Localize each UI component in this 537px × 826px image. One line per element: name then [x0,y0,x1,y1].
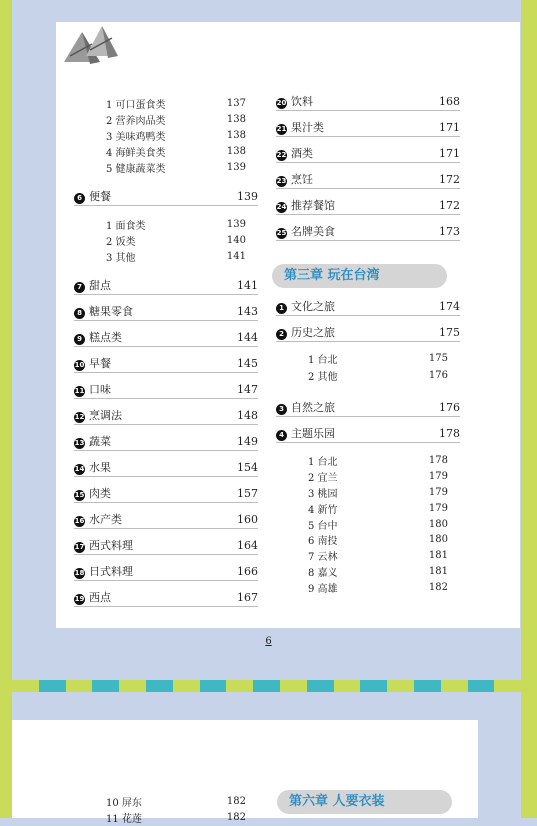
number-badge: 22 [276,151,287,159]
toc-entry [74,432,258,451]
toc-entry [74,562,258,581]
toc-entry-label [74,303,218,319]
number-badge: 4 [276,430,287,441]
toc-entry-text: 11 花莲 [106,813,142,825]
toc-page-number: 173 [439,224,460,238]
toc-page-number: 178 [439,426,460,440]
number-badge: 9 [74,334,85,345]
left-rail [0,0,12,818]
toc-entry-label [308,580,408,595]
toc-entry-label [308,469,408,484]
toc-entry [276,196,460,215]
toc-entry-label [74,589,218,605]
toc-entry-label [276,399,420,415]
toc-entry [276,118,460,137]
toc-entry [74,380,258,399]
toc-entry-text: 烹饪 [291,173,313,186]
toc-subentry [308,578,448,596]
toc-entry-label [74,563,218,579]
toc-entry-text: 口味 [89,383,111,396]
toc-page-number: 176 [428,369,448,381]
page-number: 6 [265,636,272,647]
toc-entry-text: 甜点 [89,279,111,292]
toc-entry-text: 5 台中 [308,520,338,532]
toc-entry-label [106,144,206,159]
top-bar [12,0,521,22]
toc-entry-text: 果汁类 [291,121,324,134]
toc-entry-label [308,453,408,468]
number-badge: 11 [74,387,85,395]
toc-page-number: 166 [237,564,258,578]
toc-page-number: 180 [428,533,448,545]
toc-entry-label [308,501,408,516]
toc-entry-text: 水产类 [89,513,122,526]
number-badge: 8 [74,308,85,319]
toc-entry-text: 6 南投 [308,535,338,547]
toc-entry-label [106,128,206,143]
toc-page-number: 181 [428,565,448,577]
toc-entry-text: 3 桃园 [308,488,338,500]
toc-entry-label [308,532,408,547]
toc-entry-text: 糖果零食 [89,305,133,318]
toc-page-number: 139 [237,189,258,203]
toc-entry-label [74,485,218,501]
toc-page-number: 164 [237,538,258,552]
toc-entry [276,398,460,417]
number-badge: 3 [276,404,287,415]
toc-page-number: 157 [237,486,258,500]
toc-entry-label [74,407,218,423]
toc-entry-text: 西式料理 [89,539,133,552]
toc-entry-label [276,93,420,109]
toc-entry [276,170,460,189]
toc-page-number: 167 [237,590,258,604]
toc-entry [276,222,460,241]
toc-page-number: 138 [226,145,246,157]
toc-entry-text: 肉类 [89,487,111,500]
number-badge: 25 [276,229,287,237]
toc-page-number: 148 [237,408,258,422]
toc-entry [276,92,460,111]
toc-entry-text: 3 美味鸡鸭类 [106,131,166,143]
toc-entry [276,424,460,443]
toc-page-number: 141 [226,250,246,262]
toc-entry-text: 酒类 [291,147,313,160]
toc-entry-text: 西点 [89,591,111,604]
toc-entry [74,484,258,503]
toc-page-number: 182 [428,581,448,593]
toc-entry-text: 文化之旅 [291,300,335,313]
number-badge: 17 [74,543,85,551]
toc-entry-text: 4 海鲜美食类 [106,147,166,159]
toc-entry-text: 历史之旅 [291,326,335,339]
toc-entry-text: 推荐餐馆 [291,199,335,212]
toc-entry-label [276,171,420,187]
toc-entry-label [106,112,206,127]
toc-entry-text: 糕点类 [89,331,122,344]
number-badge: 6 [74,193,85,204]
toc-entry [74,406,258,425]
toc-page-number: 182 [226,811,246,823]
toc-entry-label [276,223,420,239]
toc-entry-text: 1 可口蛋食类 [106,99,166,111]
number-badge: 18 [74,569,85,577]
toc-page-number: 143 [237,304,258,318]
toc-entry-label [106,217,206,232]
number-badge: 12 [74,413,85,421]
number-badge: 24 [276,203,287,211]
toc-entry-label [74,188,218,204]
toc-subentry [106,247,246,265]
number-badge: 23 [276,177,287,185]
toc-entry-text: 2 其他 [308,371,338,383]
toc-entry-text: 1 台北 [308,354,338,366]
toc-entry-text: 烹调法 [89,409,122,422]
toc-entry-text: 9 高雄 [308,583,338,595]
chapter-3-heading: 第三章 玩在台湾 [272,264,447,288]
toc-page-number: 147 [237,382,258,396]
toc-entry-label [308,564,408,579]
number-badge: 14 [74,465,85,473]
toc-entry-label [106,233,206,248]
toc-entry-text: 2 营养肉品类 [106,115,166,127]
toc-entry-text: 早餐 [89,357,111,370]
toc-entry-text: 1 面食类 [106,220,146,232]
toc-entry-label [74,381,218,397]
toc-entry-text: 4 新竹 [308,504,338,516]
toc-page-number: 139 [226,161,246,173]
toc-entry-label [74,433,218,449]
number-badge: 19 [74,595,85,603]
toc-page-number: 171 [439,120,460,134]
toc-page-number: 160 [237,512,258,526]
toc-page-number: 137 [226,97,246,109]
toc-entry-label [74,277,218,293]
number-badge: 7 [74,282,85,293]
toc-entry-text: 饮料 [291,95,313,108]
right-rail [521,0,537,818]
toc-entry-text: 水果 [89,461,111,474]
toc-entry-label [74,537,218,553]
toc-entry [276,323,460,342]
chapter-6-heading: 第六章 人要衣装 [277,790,452,814]
toc-entry-label [276,425,420,441]
toc-entry-text: 3 其他 [106,252,136,264]
toc-entry-label [276,197,420,213]
toc-entry-text: 8 嘉义 [308,567,338,579]
toc-entry-text: 2 宜兰 [308,472,338,484]
toc-subentry [308,349,448,367]
toc-entry-label [106,96,206,111]
number-badge: 13 [74,439,85,447]
toc-entry-label [74,511,218,527]
toc-entry [74,302,258,321]
toc-entry-label [74,329,218,345]
toc-entry-text: 自然之旅 [291,401,335,414]
toc-entry [74,536,258,555]
toc-entry-label [308,351,408,366]
toc-entry-label [276,119,420,135]
number-badge: 16 [74,517,85,525]
toc-entry-label [74,355,218,371]
toc-page-number: 144 [237,330,258,344]
toc-subentry [106,808,246,826]
toc-entry-text: 10 屏东 [106,797,142,809]
rice-dumpling-icon [60,22,120,68]
toc-entry-label [308,548,408,563]
toc-page-number: 139 [226,218,246,230]
toc-entry [74,187,258,206]
toc-entry-label [308,368,408,383]
toc-entry-label [276,324,420,340]
toc-page-number: 140 [226,234,246,246]
toc-page-number: 179 [428,470,448,482]
toc-page-number: 175 [439,325,460,339]
toc-entry-label [276,145,420,161]
toc-page-number: 138 [226,129,246,141]
toc-entry-text: 蔬菜 [89,435,111,448]
toc-entry-label [74,459,218,475]
toc-page-number: 182 [226,795,246,807]
toc-page-number: 141 [237,278,258,292]
number-badge: 21 [276,125,287,133]
toc-entry-label [106,160,206,175]
toc-page-number: 175 [428,352,448,364]
toc-entry-text: 5 健康蔬菜类 [106,163,166,175]
toc-entry [74,354,258,373]
number-badge: 1 [276,303,287,314]
toc-page-number: 172 [439,172,460,186]
toc-entry-text: 1 台北 [308,456,338,468]
toc-entry-text: 主题乐园 [291,427,335,440]
number-badge: 2 [276,329,287,340]
toc-entry-text: 名牌美食 [291,225,335,238]
toc-entry [74,588,258,607]
toc-entry [74,276,258,295]
toc-page-number: 138 [226,113,246,125]
toc-entry [276,144,460,163]
number-badge: 15 [74,491,85,499]
number-badge: 10 [74,361,85,369]
page-divider-strip [12,680,521,692]
toc-subentry [106,158,246,176]
toc-page-number: 168 [439,94,460,108]
toc-entry [276,297,460,316]
toc-page-number: 149 [237,434,258,448]
toc-page-number: 172 [439,198,460,212]
toc-entry [74,458,258,477]
toc-page-number: 179 [428,502,448,514]
toc-entry-text: 7 云林 [308,551,338,563]
toc-entry-text: 日式料理 [89,565,133,578]
toc-entry-label [276,298,420,314]
toc-page-number: 180 [428,518,448,530]
toc-entry-text: 2 饭类 [106,236,136,248]
toc-entry-label [106,249,206,264]
toc-page-number: 181 [428,549,448,561]
toc-entry [74,328,258,347]
toc-entry-text: 便餐 [89,190,111,203]
toc-page-number: 179 [428,486,448,498]
toc-page-number: 174 [439,299,460,313]
toc-entry [74,510,258,529]
toc-page-number: 178 [428,454,448,466]
toc-page-number: 171 [439,146,460,160]
toc-page-number: 154 [237,460,258,474]
toc-page-number: 145 [237,356,258,370]
toc-entry-label [308,485,408,500]
toc-page-number: 176 [439,400,460,414]
number-badge: 20 [276,99,287,107]
toc-subentry [308,366,448,384]
